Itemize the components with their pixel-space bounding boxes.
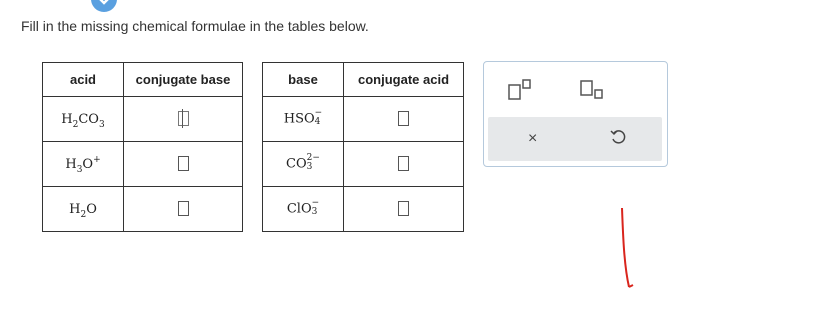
table-row [43,97,243,142]
conjugate-acid-cell [344,187,464,232]
header-conjugate-acid: conjugate acid [344,63,464,97]
formula-h2o: $H_2O$ [69,202,97,220]
conjugate-base-cell [124,142,243,187]
conjugate-base-cell [124,187,243,232]
conjugate-base-input-1[interactable] [178,111,189,126]
base-cell [263,187,344,232]
acid-cell [43,187,124,232]
chevron-down-icon [97,0,111,6]
formula-clo3-minus: ClO − 3 [286,198,320,218]
header-conjugate-base: conjugate base [124,63,243,97]
table-row [263,142,464,187]
acid-cell [43,97,124,142]
instruction-text: Fill in the missing chemical formulae in the tables below. [21,18,369,34]
acid-cell [43,142,124,187]
subscript-icon [579,78,605,102]
conjugate-base-input-3[interactable] [178,201,189,216]
formula-h3o-plus: $H_3O^+$ [65,155,101,175]
formula-palette [483,61,668,167]
formula-hso4-minus: HSO − 4 [283,108,323,128]
conjugate-acid-input-1[interactable] [398,111,409,126]
table-row [43,142,243,187]
base-cell [263,142,344,187]
header-base: base [263,63,344,97]
close-icon: × [528,130,538,147]
conjugate-base-input-2[interactable] [178,156,189,171]
superscript-icon [507,78,533,102]
undo-button[interactable] [610,129,626,150]
table-row [263,97,464,142]
conjugate-acid-input-3[interactable] [398,201,409,216]
superscript-template-button[interactable] [507,78,531,102]
subscript-template-button[interactable] [579,78,603,102]
conjugate-acid-input-2[interactable] [398,156,409,171]
formula-co3-2minus: CO 2− 3 [286,153,320,173]
conjugate-acid-cell [344,97,464,142]
collapse-chevron-button[interactable] [91,0,117,12]
header-acid: acid [43,63,124,97]
table-row [43,187,243,232]
base-conjugate-acid-table [262,62,464,232]
table-row [263,187,464,232]
conjugate-base-cell [124,97,243,142]
clear-button[interactable] [528,130,537,148]
red-annotation-mark [610,205,640,295]
formula-h2co3: $H_2CO_3$ [61,112,105,130]
acid-conjugate-base-table [42,62,243,232]
base-cell [263,97,344,142]
palette-action-bar [488,117,662,161]
undo-icon [610,129,626,145]
conjugate-acid-cell [344,142,464,187]
